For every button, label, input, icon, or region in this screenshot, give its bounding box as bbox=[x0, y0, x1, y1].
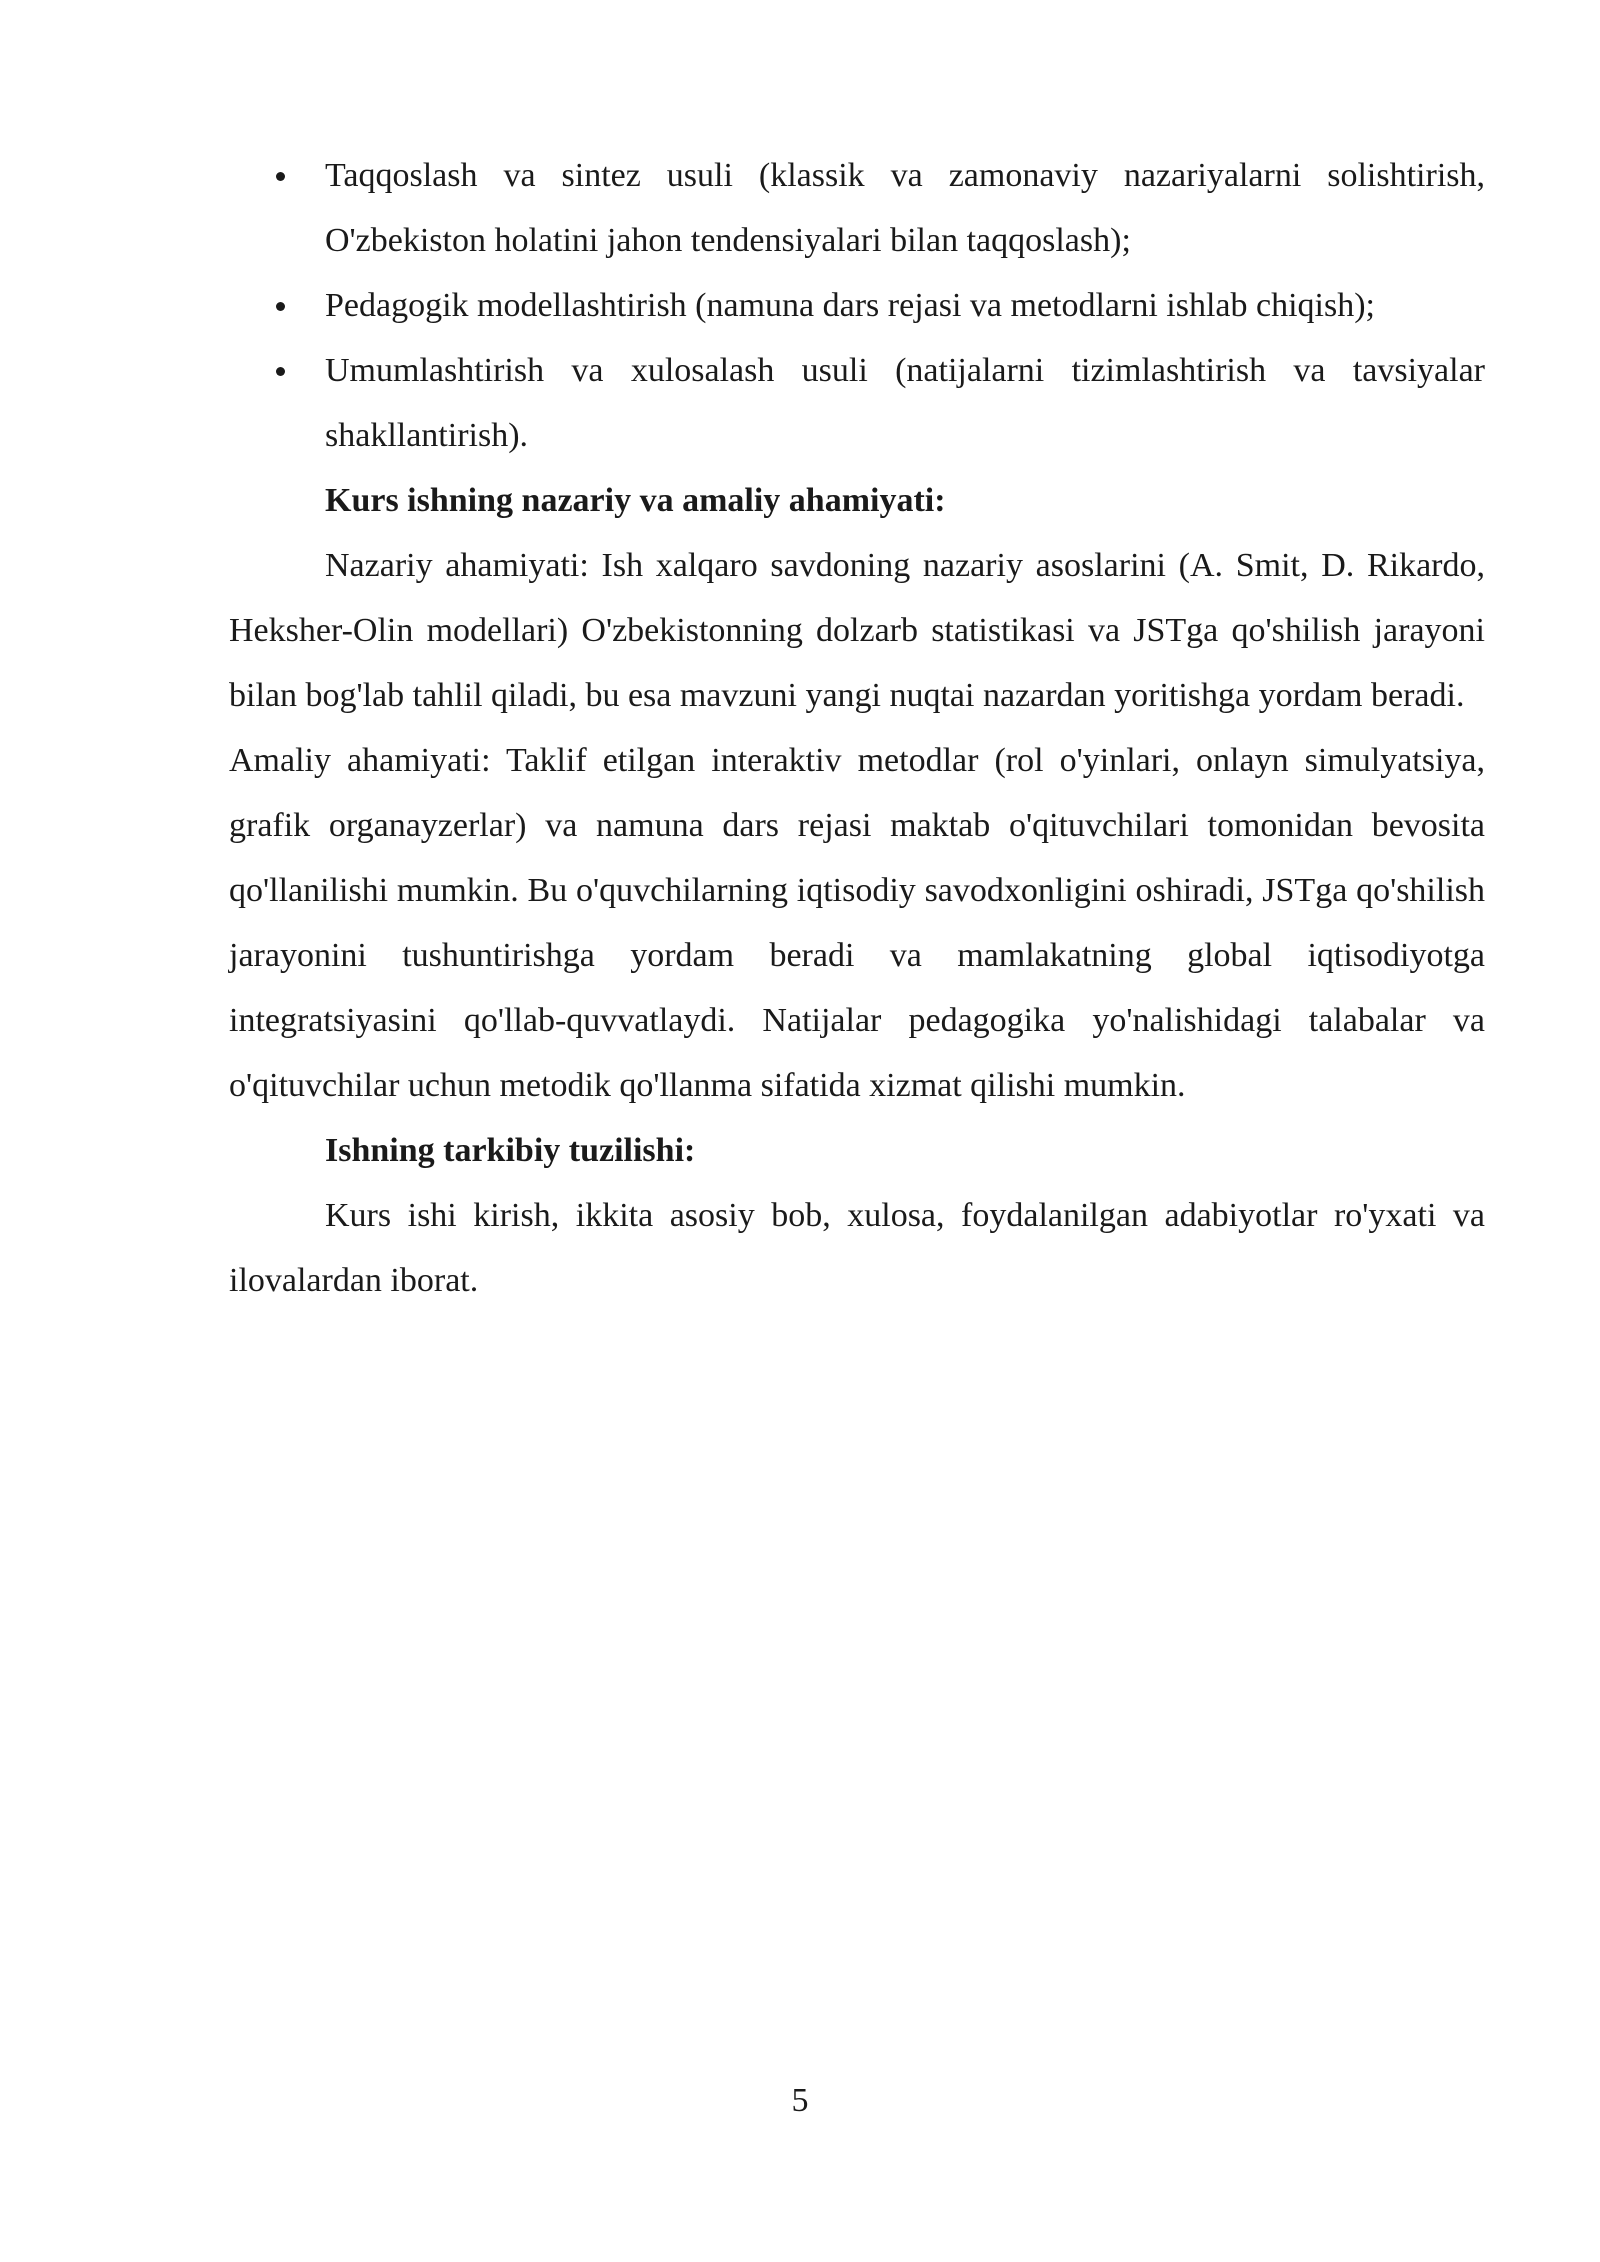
theoretical-significance-paragraph: Nazariy ahamiyati: Ish xalqaro savdoning nazariy asoslarini (A. Smit, D. Rikardo, Heksher-Olin modellari) O'zbekistonning dolzarb statistikasi va JSTga qo'shilish jarayoni bilan bog'lab tahlil qiladi, bu esa mavzuni yangi nuqtai nazardan yoritishga yordam beradi. bbox=[229, 547, 1485, 714]
bullet-item bbox=[229, 338, 1485, 468]
page-content bbox=[229, 143, 1485, 1313]
bullet-icon bbox=[276, 302, 285, 311]
bullet-item bbox=[229, 143, 1485, 273]
page-number: 5 bbox=[791, 2082, 809, 2119]
bullet-icon bbox=[276, 367, 285, 376]
bullet-icon bbox=[276, 172, 285, 181]
bullet-text: Pedagogik modellashtirish (namuna dars rejasi va metodlarni ishlab chiqish); bbox=[325, 287, 1375, 324]
bullet-text: Taqqoslash va sintez usuli (klassik va zamonaviy nazariyalarni solishtirish, O'zbekiston holatini jahon tendensiyalari bilan taqqoslash); bbox=[325, 157, 1485, 259]
practical-significance-paragraph: Amaliy ahamiyati: Taklif etilgan interaktiv metodlar (rol o'yinlari, onlayn simulyatsiya, grafik organayzerlar) va namuna dars rejasi maktab o'qituvchilari tomonidan bevosita qo'llanilishi mumkin. Bu o'quvchilarning iqtisodiy savodxonligini oshiradi, JSTga qo'shilish jarayonini tushuntirishga yordam beradi va mamlakatning global iqtisodiyotga integratsiyasini qo'llab-quvvatlaydi. Natijalar pedagogika yo'nalishidagi talabalar va o'qituvchilar uchun metodik qo'llanma sifatida xizmat qilishi mumkin. bbox=[229, 742, 1485, 1104]
bullet-item bbox=[229, 273, 1485, 338]
bullet-text: Umumlashtirish va xulosalash usuli (natijalarni tizimlashtirish va tavsiyalar shakllantirish). bbox=[325, 352, 1485, 454]
significance-heading: Kurs ishning nazariy va amaliy ahamiyati: bbox=[325, 482, 946, 519]
structure-paragraph: Kurs ishi kirish, ikkita asosiy bob, xulosa, foydalanilgan adabiyotlar ro'yxati va ilovalardan iborat. bbox=[229, 1197, 1485, 1299]
methods-bullet-list bbox=[229, 143, 1485, 468]
structure-heading: Ishning tarkibiy tuzilishi: bbox=[325, 1132, 696, 1169]
